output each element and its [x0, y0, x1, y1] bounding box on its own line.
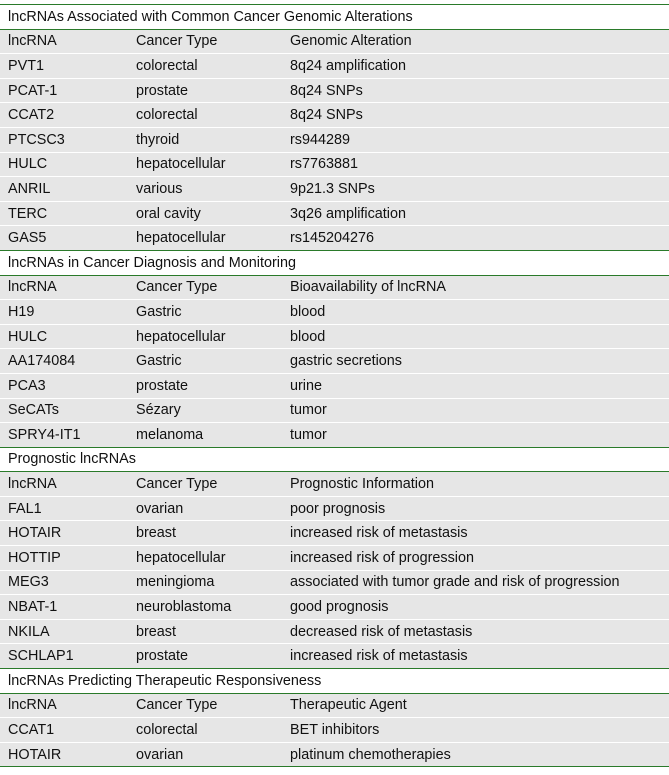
table-cell: good prognosis — [282, 595, 669, 620]
table-cell: HULC — [0, 152, 128, 177]
table-row — [0, 398, 669, 423]
table-row — [0, 300, 669, 325]
table-cell: colorectal — [128, 54, 282, 79]
table-cell: FAL1 — [0, 496, 128, 521]
table-cell: hepatocellular — [128, 324, 282, 349]
table-row — [0, 349, 669, 374]
table-cell: TERC — [0, 201, 128, 226]
table-cell: CCAT2 — [0, 103, 128, 128]
section-title-row — [0, 669, 669, 694]
table-cell: NKILA — [0, 619, 128, 644]
table-cell: CCAT1 — [0, 718, 128, 743]
table-cell: PVT1 — [0, 54, 128, 79]
table-cell: BET inhibitors — [282, 718, 669, 743]
section-title: lncRNAs in Cancer Diagnosis and Monitoring — [0, 250, 669, 275]
table-cell: ovarian — [128, 496, 282, 521]
table-cell: HULC — [0, 324, 128, 349]
table-cell: increased risk of metastasis — [282, 644, 669, 669]
table-cell: decreased risk of metastasis — [282, 619, 669, 644]
table-cell: rs7763881 — [282, 152, 669, 177]
column-header-row — [0, 693, 669, 718]
table-row — [0, 177, 669, 202]
column-header-row — [0, 472, 669, 497]
section-title-row — [0, 5, 669, 30]
table-cell: PTCSC3 — [0, 127, 128, 152]
table-row — [0, 423, 669, 448]
table-row — [0, 546, 669, 571]
table-cell: Sézary — [128, 398, 282, 423]
table-cell: ovarian — [128, 742, 282, 767]
table-cell: melanoma — [128, 423, 282, 448]
section-title-row — [0, 250, 669, 275]
table-row — [0, 152, 669, 177]
table-cell: oral cavity — [128, 201, 282, 226]
table-row — [0, 521, 669, 546]
section-title: Prognostic lncRNAs — [0, 447, 669, 472]
table-cell: urine — [282, 373, 669, 398]
column-header: lncRNA — [0, 472, 128, 497]
section-title: lncRNAs Predicting Therapeutic Responsiveness — [0, 669, 669, 694]
table-body — [0, 5, 669, 767]
column-header: Cancer Type — [128, 275, 282, 300]
table-cell: ANRIL — [0, 177, 128, 202]
column-header: Prognostic Information — [282, 472, 669, 497]
table-row — [0, 373, 669, 398]
table-cell: hepatocellular — [128, 226, 282, 251]
table-cell: colorectal — [128, 103, 282, 128]
column-header: Bioavailability of lncRNA — [282, 275, 669, 300]
table-cell: NBAT-1 — [0, 595, 128, 620]
table-row — [0, 54, 669, 79]
table-cell: prostate — [128, 644, 282, 669]
section-title-row — [0, 447, 669, 472]
column-header-row — [0, 275, 669, 300]
table-cell: tumor — [282, 423, 669, 448]
table-row — [0, 226, 669, 251]
column-header: Cancer Type — [128, 472, 282, 497]
table-cell: associated with tumor grade and risk of progression — [282, 570, 669, 595]
table-cell: increased risk of progression — [282, 546, 669, 571]
table-cell: prostate — [128, 373, 282, 398]
table-cell: hepatocellular — [128, 152, 282, 177]
column-header-row — [0, 29, 669, 54]
table-row — [0, 742, 669, 767]
column-header: lncRNA — [0, 275, 128, 300]
table-row — [0, 78, 669, 103]
column-header: Cancer Type — [128, 29, 282, 54]
table-cell: various — [128, 177, 282, 202]
table-row — [0, 201, 669, 226]
table-cell: Gastric — [128, 300, 282, 325]
column-header: lncRNA — [0, 693, 128, 718]
table-cell: HOTAIR — [0, 742, 128, 767]
table-cell: GAS5 — [0, 226, 128, 251]
column-header: Cancer Type — [128, 693, 282, 718]
table-cell: blood — [282, 324, 669, 349]
table-cell: breast — [128, 619, 282, 644]
table-row — [0, 127, 669, 152]
table-cell: rs145204276 — [282, 226, 669, 251]
table-row — [0, 619, 669, 644]
table-row — [0, 496, 669, 521]
table-cell: SCHLAP1 — [0, 644, 128, 669]
table-cell: poor prognosis — [282, 496, 669, 521]
column-header: Therapeutic Agent — [282, 693, 669, 718]
table-row — [0, 595, 669, 620]
table-row — [0, 103, 669, 128]
table-cell: PCA3 — [0, 373, 128, 398]
table-cell: 8q24 amplification — [282, 54, 669, 79]
column-header: lncRNA — [0, 29, 128, 54]
table-cell: colorectal — [128, 718, 282, 743]
table-cell: SeCATs — [0, 398, 128, 423]
table-cell: increased risk of metastasis — [282, 521, 669, 546]
table-cell: rs944289 — [282, 127, 669, 152]
table-cell: 3q26 amplification — [282, 201, 669, 226]
table-cell: Gastric — [128, 349, 282, 374]
table-cell: tumor — [282, 398, 669, 423]
table-cell: platinum chemotherapies — [282, 742, 669, 767]
table-cell: gastric secretions — [282, 349, 669, 374]
table-cell: 9p21.3 SNPs — [282, 177, 669, 202]
table-cell: SPRY4-IT1 — [0, 423, 128, 448]
table-row — [0, 570, 669, 595]
table-row — [0, 718, 669, 743]
table-cell: breast — [128, 521, 282, 546]
table-cell: hepatocellular — [128, 546, 282, 571]
lncrna-table — [0, 4, 669, 767]
table-cell: blood — [282, 300, 669, 325]
table-cell: meningioma — [128, 570, 282, 595]
table-cell: AA174084 — [0, 349, 128, 374]
table-cell: neuroblastoma — [128, 595, 282, 620]
table-cell: 8q24 SNPs — [282, 103, 669, 128]
section-title: lncRNAs Associated with Common Cancer Genomic Alterations — [0, 5, 669, 30]
column-header: Genomic Alteration — [282, 29, 669, 54]
table-cell: thyroid — [128, 127, 282, 152]
table-cell: HOTTIP — [0, 546, 128, 571]
table-cell: prostate — [128, 78, 282, 103]
table-row — [0, 644, 669, 669]
table-row — [0, 324, 669, 349]
table-cell: PCAT-1 — [0, 78, 128, 103]
table-cell: H19 — [0, 300, 128, 325]
table-cell: HOTAIR — [0, 521, 128, 546]
table-cell: 8q24 SNPs — [282, 78, 669, 103]
table-cell: MEG3 — [0, 570, 128, 595]
